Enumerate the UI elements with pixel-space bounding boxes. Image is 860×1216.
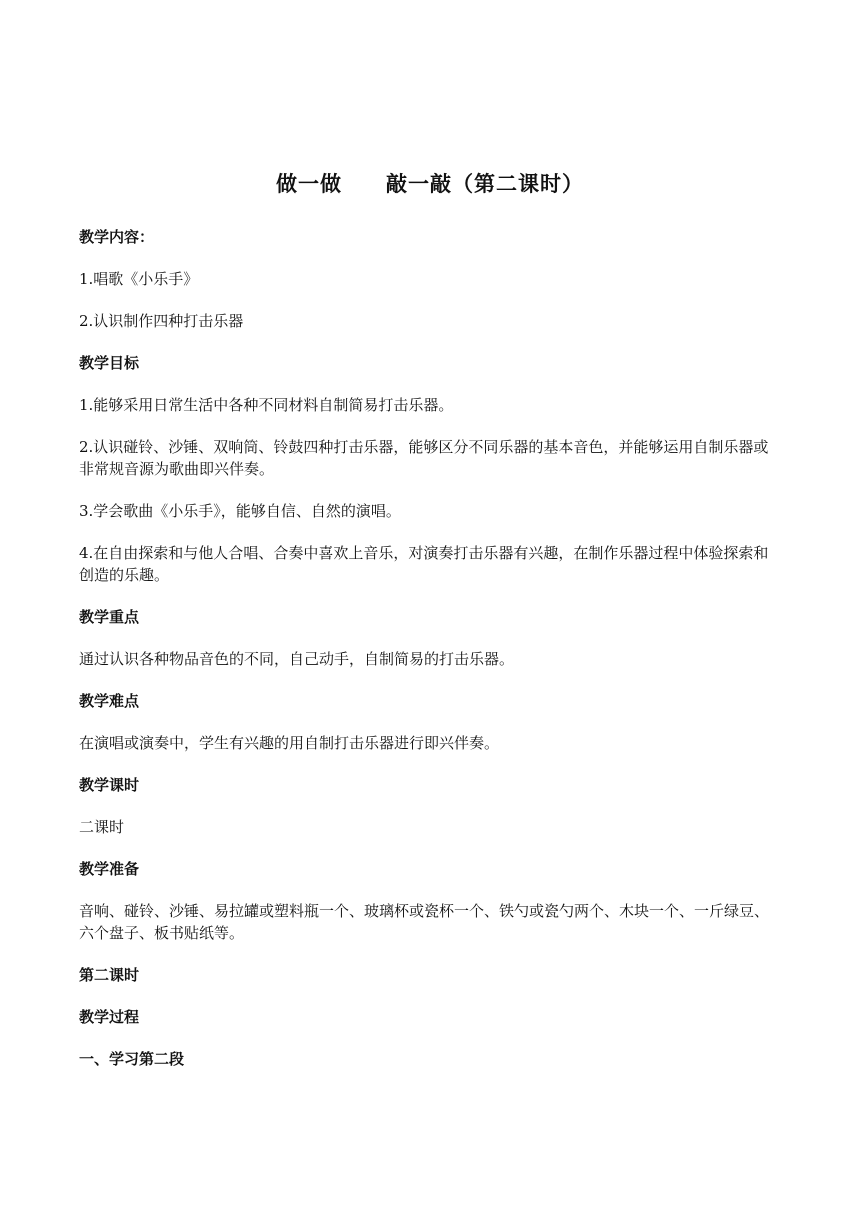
content-item-2: 2.认识制作四种打击乐器: [79, 312, 244, 330]
heading-preparation: 教学准备: [79, 860, 140, 878]
goal-3: 3.学会歌曲《小乐手》，能够自信、自然的演唱。: [79, 502, 401, 520]
goal-1: 1.能够采用日常生活中各种不同材料自制简易打击乐器。: [79, 396, 454, 414]
heading-step-1: 一、学习第二段: [79, 1050, 185, 1068]
goal-4: 4.在自由探索和与他人合唱、合奏中喜欢上音乐，对演奏打击乐器有兴趣，在制作乐器过程中体验探索和创造的乐趣。: [79, 544, 769, 584]
preparation-text: 音响、碰铃、沙锤、易拉罐或塑料瓶一个、玻璃杯或瓷杯一个、铁勺或瓷勺两个、木块一个、一斤绿豆、六个盘子、板书贴纸等。: [79, 902, 770, 942]
class-hours-text: 二课时: [79, 818, 125, 836]
content-item-1: 1.唱歌《小乐手》: [79, 270, 199, 288]
document-body: [79, 226, 783, 1070]
goal-2: 2.认识碰铃、沙锤、双响筒、铃鼓四种打击乐器，能够区分不同乐器的基本音色，并能够运用自制乐器或非常规音源为歌曲即兴伴奏。: [79, 438, 769, 478]
heading-difficulties: 教学难点: [79, 692, 140, 710]
heading-class-hours: 教学课时: [79, 776, 140, 794]
heading-teaching-goals: 教学目标: [79, 354, 140, 372]
heading-teaching-process: 教学过程: [79, 1008, 140, 1026]
heading-key-points: 教学重点: [79, 608, 140, 626]
heading-second-lesson: 第二课时: [79, 966, 140, 984]
heading-teaching-content: 教学内容：: [79, 228, 155, 246]
document-title: 做一做 敲一敲（第二课时）: [276, 172, 584, 196]
key-points-text: 通过认识各种物品音色的不同，自己动手，自制简易的打击乐器。: [79, 650, 515, 668]
difficulties-text: 在演唱或演奏中，学生有兴趣的用自制打击乐器进行即兴伴奏。: [79, 734, 500, 752]
